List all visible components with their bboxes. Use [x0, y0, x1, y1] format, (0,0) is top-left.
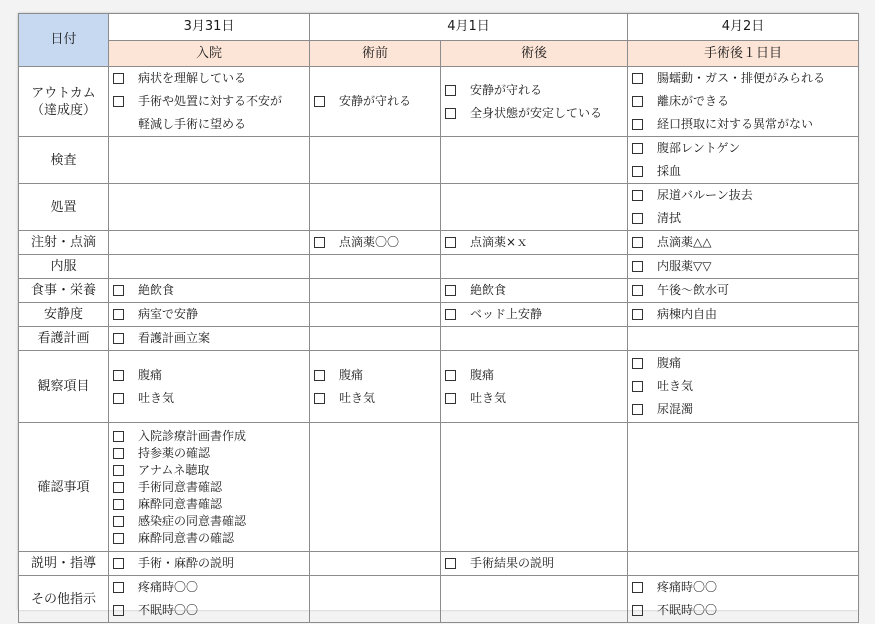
date-cell-mar31 [109, 14, 310, 41]
row-label-cell [19, 351, 109, 423]
checklist-item-text: 不眠時〇〇 [138, 603, 199, 618]
checklist-item-text: 午後～飲水可 [657, 283, 730, 298]
checklist-item-text: 吐き気 [657, 379, 694, 394]
checklist-item [632, 398, 858, 421]
checkbox[interactable] [113, 516, 124, 527]
date-header-label: 日付 [50, 32, 77, 48]
row-label: 説明・指導 [30, 556, 96, 571]
checklist-item [113, 513, 309, 530]
checklist-item-text: 麻酔同意書の確認 [138, 530, 235, 545]
table-cell [109, 279, 310, 303]
row-label: 注射・点滴 [30, 235, 96, 250]
checklist-item-text: 手術や処置に対する不安が [138, 94, 283, 109]
checkbox[interactable] [445, 237, 456, 248]
checklist-item [632, 576, 858, 599]
checklist-item [445, 387, 627, 410]
table-cell [109, 255, 310, 279]
row-label: 処置 [50, 199, 77, 215]
checkbox[interactable] [113, 431, 124, 442]
checklist-item-text: 絶飲食 [138, 283, 175, 298]
table-cell [109, 137, 310, 184]
row-label-cell [19, 303, 109, 327]
phase-cell-postop [441, 41, 628, 67]
checklist-item-text: 清拭 [657, 211, 682, 226]
row-label-cell [19, 576, 109, 623]
checklist-item [445, 231, 627, 254]
table-cell [310, 327, 441, 351]
checklist-item-text: 採血 [657, 164, 682, 179]
table-cell [310, 303, 441, 327]
table-row [19, 423, 859, 552]
checklist-item [632, 375, 858, 398]
checklist-item [113, 599, 309, 622]
table-cell [310, 255, 441, 279]
checklist-item-text: 麻酔同意書確認 [138, 496, 223, 511]
checklist-item [113, 462, 309, 479]
checkbox[interactable] [113, 393, 124, 404]
row-label: 食事・栄養 [30, 283, 96, 298]
checklist-item [113, 530, 309, 547]
checklist-item-text: 持参薬の確認 [138, 445, 211, 460]
checkbox[interactable] [632, 381, 643, 392]
row-label: アウトカム [31, 85, 96, 101]
checklist-item [113, 90, 309, 113]
date-label: 4月2日 [721, 19, 765, 35]
checklist-item [632, 184, 858, 207]
table-cell [441, 423, 628, 552]
row-label-cell [19, 231, 109, 255]
table-cell [628, 137, 859, 184]
checkbox[interactable] [314, 370, 325, 381]
row-label: 確認事項 [37, 479, 90, 495]
phase-row [19, 41, 859, 67]
phase-label: 術後 [521, 45, 548, 61]
checklist-item-text: 吐き気 [470, 390, 507, 405]
checklist-item-text: 疼痛時〇〇 [657, 580, 718, 595]
table-cell [109, 67, 310, 137]
date-row [19, 14, 859, 41]
checklist-item [113, 327, 309, 350]
checkbox[interactable] [632, 285, 643, 296]
row-label: その他指示 [30, 591, 96, 607]
checklist-item-text: 入院診療計画書作成 [138, 428, 247, 443]
table-cell [628, 67, 859, 137]
table-row [19, 303, 859, 327]
phase-label: 入院 [195, 45, 222, 61]
checklist-item [632, 160, 858, 183]
checklist-item-text: 腹痛 [339, 367, 364, 382]
table-cell [109, 552, 310, 576]
checklist-item-text: 病棟内自由 [657, 307, 718, 322]
checklist-item-text: 感染症の同意書確認 [138, 513, 247, 528]
table-cell [310, 67, 441, 137]
checkbox[interactable] [632, 119, 643, 130]
table-cell [441, 552, 628, 576]
checklist-item [113, 364, 309, 387]
row-label-cell [19, 552, 109, 576]
checklist-item-text: 安静が守れる [470, 82, 543, 97]
checkbox[interactable] [445, 285, 456, 296]
checkbox[interactable] [113, 309, 124, 320]
checkbox[interactable] [113, 582, 124, 593]
row-label: 安静度 [43, 307, 83, 322]
checklist-item [632, 90, 858, 113]
table-cell [310, 576, 441, 623]
checkbox[interactable] [632, 190, 643, 201]
checklist-item-text: 吐き気 [339, 390, 376, 405]
checklist-item-text: 全身状態が安定している [470, 105, 603, 120]
checklist-item [314, 364, 440, 387]
checklist-item-text: 不眠時〇〇 [657, 603, 718, 618]
table-cell [310, 423, 441, 552]
checklist-item-text: ベッド上安静 [470, 307, 543, 322]
checkbox[interactable] [113, 533, 124, 544]
table-cell [109, 303, 310, 327]
table-row [19, 67, 859, 137]
checkbox[interactable] [632, 143, 643, 154]
row-label-cell [19, 184, 109, 231]
checkbox[interactable] [632, 309, 643, 320]
table-row [19, 279, 859, 303]
table-cell [628, 423, 859, 552]
checklist-item-text: 内服薬▽▽ [657, 259, 712, 274]
date-label: 4月1日 [447, 19, 490, 35]
checkbox[interactable] [113, 465, 124, 476]
table-cell [109, 351, 310, 423]
checklist-item [113, 445, 309, 462]
table-cell [628, 231, 859, 255]
item-text-continuation: 軽減し手術に望める [138, 117, 247, 132]
table-cell [441, 351, 628, 423]
checkbox[interactable] [113, 499, 124, 510]
checklist-item [632, 207, 858, 230]
checkbox[interactable] [113, 96, 124, 107]
table-cell [109, 576, 310, 623]
table-row [19, 255, 859, 279]
checklist-item [113, 428, 309, 445]
table-cell [628, 351, 859, 423]
checkbox[interactable] [314, 393, 325, 404]
table-cell [441, 255, 628, 279]
checkbox[interactable] [632, 261, 643, 272]
checkbox[interactable] [314, 237, 325, 248]
checkbox[interactable] [632, 213, 643, 224]
checklist-item [445, 552, 627, 575]
date-header-cell [19, 14, 109, 67]
phase-label: 術前 [361, 45, 388, 61]
checklist-item-text: 腹部レントゲン [657, 141, 741, 156]
checklist-item [632, 67, 858, 90]
table-cell [310, 231, 441, 255]
table-cell [628, 576, 859, 623]
checklist-item [632, 255, 858, 278]
checkbox[interactable] [632, 237, 643, 248]
checklist-item-text: 吐き気 [138, 390, 175, 405]
checkbox[interactable] [445, 85, 456, 96]
table-row [19, 552, 859, 576]
checklist-item [113, 552, 309, 575]
checklist-item [113, 279, 309, 302]
checkbox[interactable] [113, 370, 124, 381]
date-label: 3月31日 [183, 19, 235, 35]
checklist-item-text: 疼痛時〇〇 [138, 580, 199, 595]
table-cell [441, 67, 628, 137]
checklist-item-text: アナムネ聴取 [138, 462, 210, 477]
row-label: （達成度） [30, 102, 96, 118]
checklist-item [314, 231, 440, 254]
table-cell [441, 231, 628, 255]
clinical-pathway-table [18, 13, 859, 623]
checkbox[interactable] [632, 73, 643, 84]
table-cell [441, 303, 628, 327]
checkbox[interactable] [113, 482, 124, 493]
checkbox[interactable] [632, 96, 643, 107]
row-label: 看護計画 [37, 331, 90, 346]
checklist-item-text: 腹痛 [138, 367, 163, 382]
checkbox[interactable] [445, 309, 456, 320]
checklist-item [113, 303, 309, 326]
checklist-item-text: 看護計画立案 [138, 331, 211, 346]
checklist-item [632, 279, 858, 302]
checkbox[interactable] [632, 404, 643, 415]
table-cell [441, 279, 628, 303]
checklist-item-text: 腹痛 [657, 356, 682, 371]
table-cell [628, 327, 859, 351]
checklist-item-text: 経口摂取に対する異常がない [657, 117, 814, 132]
row-label: 検査 [50, 152, 77, 168]
checklist-item [113, 576, 309, 599]
checkbox[interactable] [632, 605, 643, 616]
checkbox[interactable] [314, 96, 325, 107]
table-cell [109, 184, 310, 231]
checklist-item-text: 手術結果の説明 [470, 556, 555, 571]
checklist-item-text: 安静が守れる [339, 94, 412, 109]
checkbox[interactable] [445, 370, 456, 381]
table-cell [109, 423, 310, 552]
checklist-item [445, 279, 627, 302]
table-cell [441, 184, 628, 231]
row-label-cell [19, 255, 109, 279]
row-label-cell [19, 327, 109, 351]
table-cell [310, 351, 441, 423]
checklist-item-text: 尿道バルーン抜去 [657, 188, 753, 203]
checkbox[interactable] [113, 333, 124, 344]
checkbox[interactable] [113, 558, 124, 569]
table-row [19, 351, 859, 423]
table-row [19, 327, 859, 351]
checklist-item-text: 離床ができる [657, 94, 730, 109]
checklist-item-text: 絶飲食 [470, 283, 507, 298]
checkbox[interactable] [113, 73, 124, 84]
table-row [19, 231, 859, 255]
checklist-item-text: 手術同意書確認 [138, 479, 223, 494]
phase-cell-preop [310, 41, 441, 67]
table-cell [441, 327, 628, 351]
checkbox[interactable] [632, 582, 643, 593]
row-label-cell [19, 279, 109, 303]
table-cell [109, 231, 310, 255]
checklist-item [632, 231, 858, 254]
table-cell [628, 255, 859, 279]
checklist-item [632, 599, 858, 622]
checkbox[interactable] [113, 605, 124, 616]
checklist-item [632, 137, 858, 160]
checkbox[interactable] [445, 558, 456, 569]
phase-cell-admission [109, 41, 310, 67]
checklist-item [314, 90, 440, 113]
table-cell [310, 279, 441, 303]
row-label: 観察項目 [37, 379, 90, 394]
table-cell [310, 552, 441, 576]
checklist-item-text: 尿混濁 [657, 402, 694, 417]
table-cell [628, 303, 859, 327]
table-cell [628, 552, 859, 576]
row-label-cell [19, 137, 109, 184]
row-label-cell [19, 423, 109, 552]
checklist-item-text: 病状を理解している [138, 71, 247, 86]
checkbox[interactable] [632, 166, 643, 177]
checklist-item [445, 79, 627, 102]
table-cell [310, 137, 441, 184]
checklist-item-text: 腹痛 [470, 367, 495, 382]
checklist-item [113, 387, 309, 410]
checklist-item-text: 手術・麻酔の説明 [138, 556, 235, 571]
checklist-item [445, 303, 627, 326]
table-cell [628, 279, 859, 303]
table-cell [441, 576, 628, 623]
checklist-item [445, 102, 627, 125]
checklist-item [113, 496, 309, 513]
phase-label: 手術後１日目 [704, 45, 783, 61]
checklist-item [113, 67, 309, 90]
table-row [19, 576, 859, 623]
table-row [19, 137, 859, 184]
checkbox[interactable] [445, 108, 456, 119]
clinical-pathway-sheet [18, 13, 858, 618]
row-label-cell [19, 67, 109, 137]
date-cell-apr2 [628, 14, 859, 41]
checklist-item [314, 387, 440, 410]
checklist-item-text: 点滴薬×ｘ [470, 235, 529, 250]
phase-cell-postop-day1 [628, 41, 859, 67]
table-cell [441, 137, 628, 184]
checklist-item-text: 腸蠕動・ガス・排便がみられる [657, 71, 826, 86]
checkbox[interactable] [113, 448, 124, 459]
date-cell-apr1 [310, 14, 628, 41]
checklist-item-text: 点滴薬△△ [657, 235, 712, 250]
checkbox[interactable] [445, 393, 456, 404]
checklist-item [632, 352, 858, 375]
checklist-item [113, 479, 309, 496]
checkbox[interactable] [113, 285, 124, 296]
table-cell [310, 184, 441, 231]
checklist-item [445, 364, 627, 387]
checklist-item-text: 病室で安静 [138, 307, 199, 322]
table-row [19, 184, 859, 231]
checklist-item [632, 113, 858, 136]
row-label: 内服 [50, 259, 77, 274]
table-cell [628, 184, 859, 231]
checklist-item [632, 303, 858, 326]
checklist-item-text: 点滴薬〇〇 [339, 235, 400, 250]
checkbox[interactable] [632, 358, 643, 369]
table-cell [109, 327, 310, 351]
